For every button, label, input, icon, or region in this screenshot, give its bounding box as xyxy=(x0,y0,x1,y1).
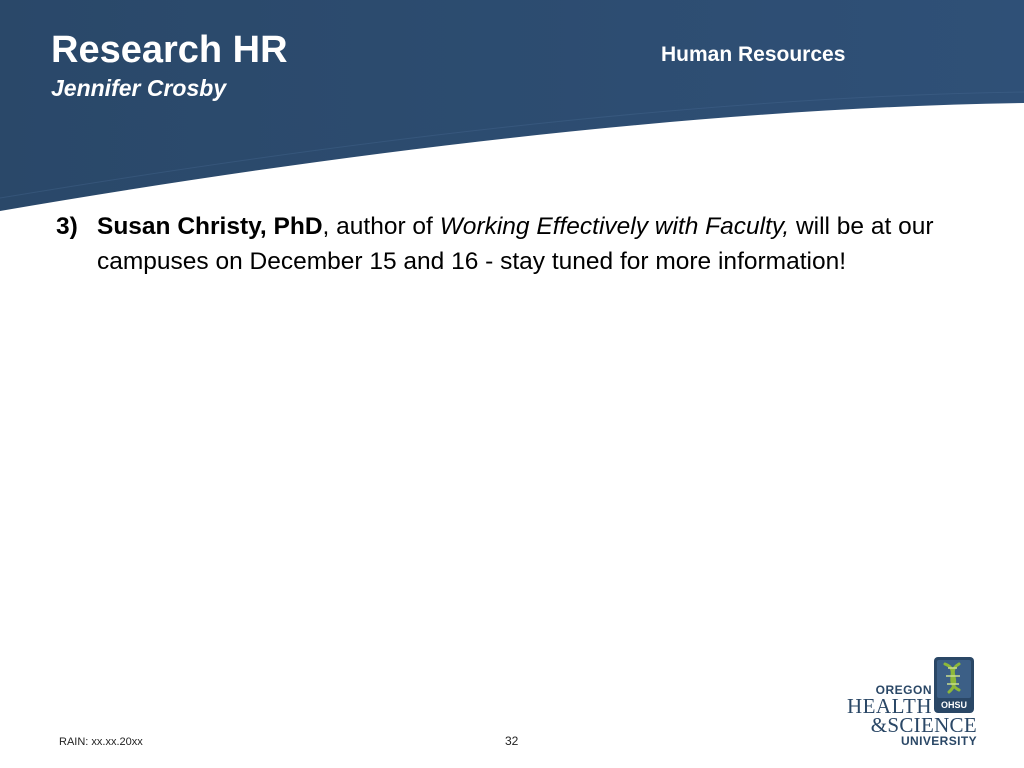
logo-line-oregon: OREGON xyxy=(875,683,932,697)
book-title: Working Effectively with Faculty, xyxy=(439,213,790,240)
footer-date: RAIN: xx.xx.20xx xyxy=(59,736,143,748)
item-text-part: will be at our campuses on December 15 and 16 - stay tuned for more information! xyxy=(97,213,934,275)
item-number: 3) xyxy=(56,213,78,240)
ohsu-logo xyxy=(840,654,980,750)
item-text-part: , author of xyxy=(322,213,440,240)
logo-line-university: UNIVERSITY xyxy=(900,734,977,748)
ohsu-badge-icon xyxy=(933,656,975,714)
logo-line-health: HEALTH xyxy=(846,694,932,718)
speaker-name: Susan Christy, PhD xyxy=(97,213,323,240)
page-number: 32 xyxy=(505,734,519,748)
presenter-name: Jennifer Crosby xyxy=(51,75,227,101)
item-text xyxy=(97,210,968,279)
list-item xyxy=(56,210,968,279)
page-title: Research HR xyxy=(51,29,288,71)
slide-content xyxy=(56,210,968,279)
logo-line-science: &SCIENCE xyxy=(870,713,977,737)
svg-text:OHSU: OHSU xyxy=(940,700,968,710)
department-label: Human Resources xyxy=(661,43,846,66)
